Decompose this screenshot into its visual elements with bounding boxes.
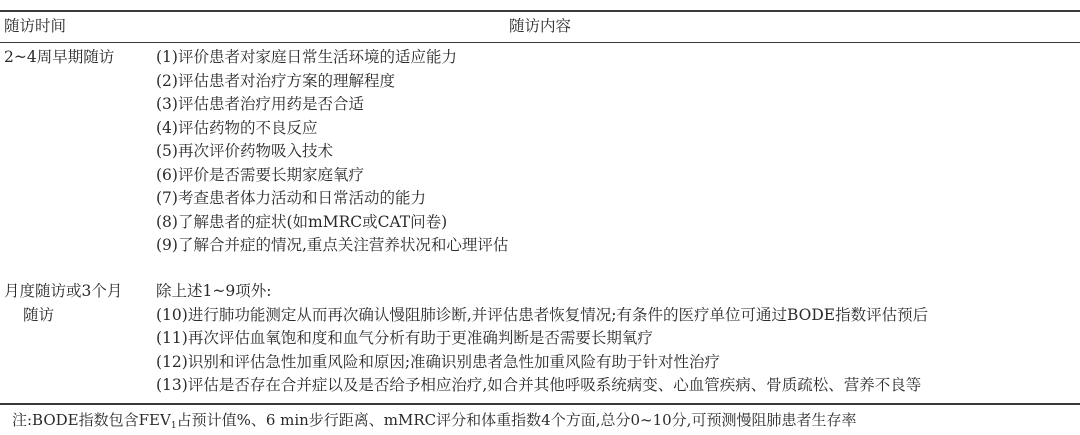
row-early-followup-time: [4, 46, 114, 70]
header-followup-content: 随访内容: [508, 17, 571, 35]
list-item: (2)评估患者对治疗方案的理解程度: [156, 71, 395, 90]
list-item: (13)评估是否存在合并症以及是否给予相应治疗,如合并其他呼吸系统病变、心血管疾病、骨质疏松、营养不良等: [156, 376, 922, 394]
row-early-followup-items: [156, 46, 508, 258]
list-item: (8)了解患者的症状(如mMRC或CAT问卷): [156, 212, 448, 231]
table-header-rule: [0, 42, 1080, 43]
list-item: (9)了解合并症的情况,重点关注营养状况和心理评估: [156, 236, 509, 254]
time-label-continued: 随访: [23, 305, 55, 324]
list-item: (12)识别和评估急性加重风险和原因;准确识别患者急性加重风险有助于针对性治疗: [156, 352, 721, 371]
table-footnote: [12, 409, 856, 431]
list-item: (3)评估患者治疗用药是否合适: [156, 95, 364, 113]
list-item: (11)再次评估血氧饱和度和血气分析有助于更准确判断是否需要长期氧疗: [156, 329, 653, 347]
list-item: (6)评价是否需要长期家庭氧疗: [156, 165, 364, 184]
list-item: (7)考查患者体力活动和日常活动的能力: [156, 189, 426, 207]
table-bottom-rule: [0, 403, 1080, 405]
list-item: 除上述1~9项外:: [156, 282, 272, 300]
list-item: (1)评价患者对家庭日常生活环境的适应能力: [156, 48, 457, 66]
footnote-text-start: 注:BODE指数包含FEV: [12, 411, 171, 429]
row-monthly-followup-items: [156, 280, 928, 398]
footnote-text-end: 占预计值%、6 min步行距离、mMRC评分和体重指数4个方面,总分0~10分,可预测慢阻肺患者生存率: [176, 411, 857, 429]
table-top-rule: [0, 10, 1080, 12]
header-followup-time: 随访时间: [4, 17, 67, 35]
time-label: 2~4周早期随访: [4, 48, 115, 66]
list-item: (5)再次评价药物吸入技术: [156, 142, 333, 160]
list-item: (4)评估药物的不良反应: [156, 118, 318, 137]
list-item: (10)进行肺功能测定从而再次确认慢阻肺诊断,并评估患者恢复情况;有条件的医疗单位可通过BODE指数评估预后: [156, 305, 929, 324]
footnote-subscript: 1: [170, 421, 177, 431]
time-label: 月度随访或3个月: [4, 282, 123, 300]
row-monthly-followup-time: [4, 280, 122, 327]
